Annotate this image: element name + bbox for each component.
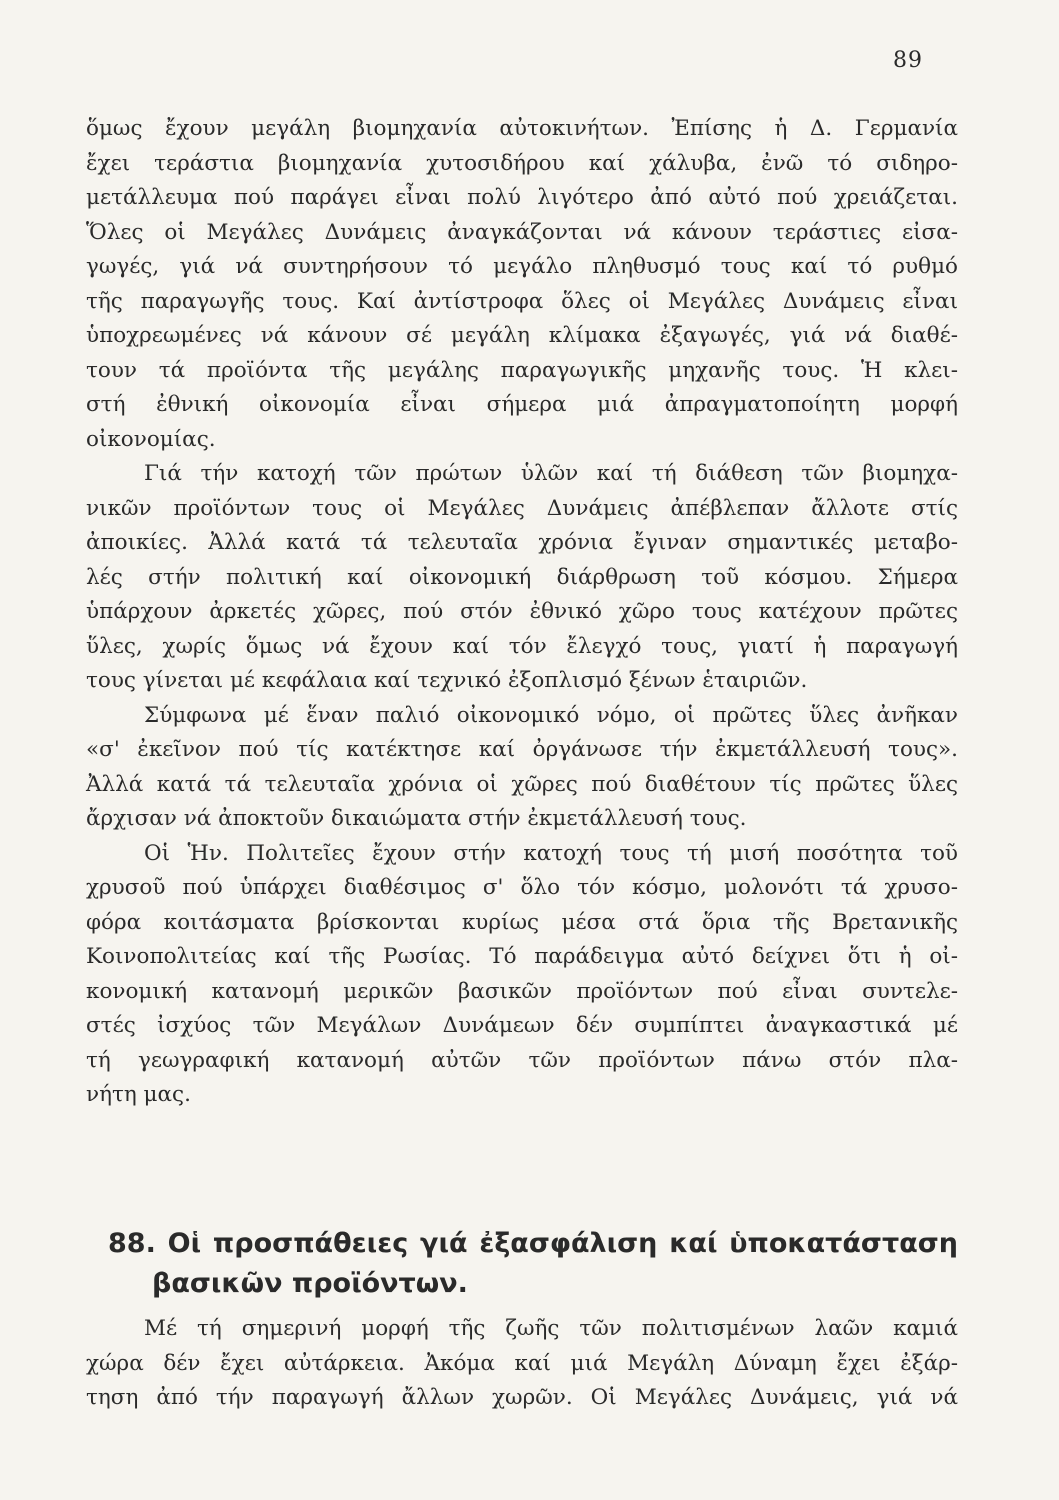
text-line: «σ' ἐκεῖνον πού τίς κατέκτησε καί ὀργάνωσε τήν ἐκμετάλλευσή τους». xyxy=(86,737,958,762)
text-line: στές ἰσχύος τῶν Μεγάλων Δυνάμεων δέν συμπίπτει ἀναγκαστικά μέ xyxy=(86,1013,958,1038)
text-line: φόρα κοιτάσματα βρίσκονται κυρίως μέσα στά ὅρια τῆς Βρετανικῆς xyxy=(86,909,958,935)
text-line: τηση ἀπό τήν παραγωγή ἄλλων χωρῶν. Οἱ Μεγάλες Δυνάμεις, γιά νά xyxy=(86,1385,958,1410)
section-body-text xyxy=(86,1312,958,1416)
text-line: Γιά τήν κατοχή τῶν πρώτων ὑλῶν καί τή διάθεση τῶν βιομηχα- xyxy=(144,461,958,486)
text-line: ἀποικίες. Ἀλλά κατά τά τελευταῖα χρόνια ἔγιναν σημαντικές μεταβο- xyxy=(86,530,958,555)
body-text xyxy=(86,112,958,1113)
text-line: Οἱ Ἡν. Πολιτεῖες ἔχουν στήν κατοχή τους τή μισή ποσότητα τοῦ xyxy=(144,840,958,866)
text-line: Κοινοπολιτείας καί τῆς Ρωσίας. Τό παράδειγμα αὐτό δείχνει ὅτι ἡ οἰ- xyxy=(86,944,958,969)
text-line: τή γεωγραφική κατανομή αὐτῶν τῶν προϊόντων πάνω στόν πλα- xyxy=(86,1047,958,1073)
text-line: Ὅλες οἱ Μεγάλες Δυνάμεις ἀναγκάζονται νά κάνουν τεράστιες εἰσα- xyxy=(86,219,958,245)
text-line: ὑποχρεωμένες νά κάνουν σέ μεγάλη κλίμακα ἐξαγωγές, γιά νά διαθέ- xyxy=(86,323,958,348)
text-line: Μέ τή σημερινή μορφή τῆς ζωῆς τῶν πολιτισμένων λαῶν καμιά xyxy=(144,1316,958,1341)
text-line: μετάλλευμα πού παράγει εἶναι πολύ λιγότερο ἀπό αὐτό πού χρειάζεται. xyxy=(86,185,958,210)
text-line: γωγές, γιά νά συντηρήσουν τό μεγάλο πληθυσμό τους καί τό ρυθμό xyxy=(86,254,958,279)
text-line: ὅμως ἔχουν μεγάλη βιομηχανία αὐτοκινήτων. Ἐπίσης ἡ Δ. Γερμανία xyxy=(86,116,958,141)
heading-line: 88. Οἱ προσπάθειες γιά ἐξασφάλιση καί ὑποκατάσταση xyxy=(108,1228,958,1259)
heading-line: βασικῶν προϊόντων. xyxy=(152,1268,468,1299)
section-heading xyxy=(108,1224,958,1304)
text-line: χρυσοῦ πού ὑπάρχει διαθέσιμος σ' ὅλο τόν κόσμο, μολονότι τά χρυσο- xyxy=(86,875,958,900)
text-line: οἰκονομίας. xyxy=(86,426,216,452)
text-line: ἄρχισαν νά ἀποκτοῦν δικαιώματα στήν ἐκμετάλλευσή τους. xyxy=(86,806,747,831)
text-line: νήτη μας. xyxy=(86,1082,191,1107)
text-line: ὕλες, χωρίς ὅμως νά ἔχουν καί τόν ἔλεγχό τους, γιατί ἡ παραγωγή xyxy=(86,633,958,659)
text-line: τῆς παραγωγῆς τους. Καί ἀντίστροφα ὅλες οἱ Μεγάλες Δυνάμεις εἶναι xyxy=(86,288,958,314)
text-line: κονομική κατανομή μερικῶν βασικῶν προϊόντων πού εἶναι συντελε- xyxy=(86,978,958,1004)
text-line: χώρα δέν ἔχει αὐτάρκεια. Ἀκόμα καί μιά Μεγάλη Δύναμη ἔχει ἐξάρ- xyxy=(86,1350,958,1376)
text-line: ὑπάρχουν ἀρκετές χῶρες, πού στόν ἐθνικό χῶρο τους κατέχουν πρῶτες xyxy=(86,599,958,624)
text-line: Ἀλλά κατά τά τελευταῖα χρόνια οἱ χῶρες πού διαθέτουν τίς πρῶτες ὕλες xyxy=(86,771,958,797)
text-line: λές στήν πολιτική καί οἰκονομική διάρθρωση τοῦ κόσμου. Σήμερα xyxy=(86,564,958,590)
page-number: 89 xyxy=(893,48,923,73)
text-line: νικῶν προϊόντων τους οἱ Μεγάλες Δυνάμεις ἀπέβλεπαν ἄλλοτε στίς xyxy=(86,495,958,521)
text-line: στή ἐθνική οἰκονομία εἶναι σήμερα μιά ἀπραγματοποίητη μορφή xyxy=(86,392,958,417)
text-line: τουν τά προϊόντα τῆς μεγάλης παραγωγικῆς μηχανῆς τους. Ἡ κλει- xyxy=(86,357,958,383)
text-line: Σύμφωνα μέ ἕναν παλιό οἰκονομικό νόμο, οἱ πρῶτες ὕλες ἀνῆκαν xyxy=(144,702,958,728)
text-line: τους γίνεται μέ κεφάλαια καί τεχνικό ἐξοπλισμό ξένων ἑταιριῶν. xyxy=(86,668,808,693)
text-line: ἔχει τεράστια βιομηχανία χυτοσιδήρου καί χάλυβα, ἐνῶ τό σιδηρο- xyxy=(86,150,958,176)
